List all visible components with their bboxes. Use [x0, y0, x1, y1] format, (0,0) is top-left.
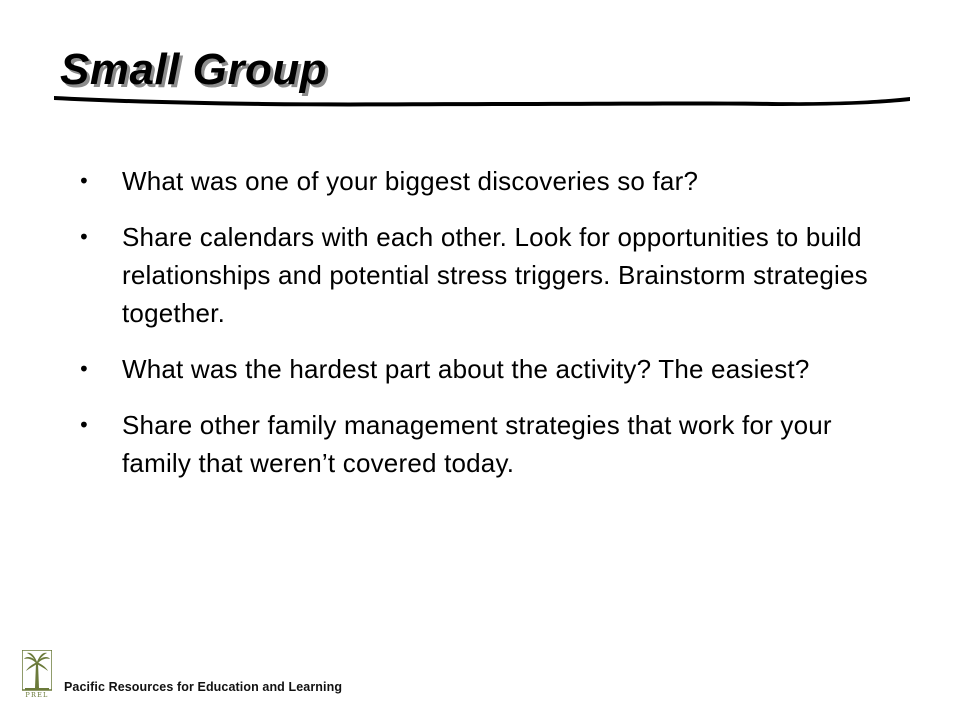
bullet-icon: •	[78, 413, 90, 437]
bullet-item	[78, 218, 898, 332]
bullet-icon: •	[78, 225, 90, 249]
logo-text: PREL	[25, 691, 49, 698]
bullet-icon: •	[78, 357, 90, 381]
bullet-list	[78, 162, 898, 500]
prel-logo-icon	[22, 650, 52, 698]
org-name: Pacific Resources for Education and Learning	[64, 680, 343, 694]
bullet-icon: •	[78, 169, 90, 193]
slide-title: Small Group	[60, 45, 328, 94]
title-underline	[52, 86, 912, 116]
bullet-item	[78, 350, 898, 388]
bullet-text: Share calendars with each other. Look for opportunities to build relationships and potential stress triggers. Brainstorm strategies together.	[122, 222, 868, 328]
bullet-text: Share other family management strategies that work for your family that weren’t covered today.	[122, 410, 832, 478]
bullet-text: What was one of your biggest discoveries so far?	[122, 166, 699, 196]
bullet-text: What was the hardest part about the activity? The easiest?	[122, 354, 810, 384]
bullet-item	[78, 162, 898, 200]
footer	[22, 648, 342, 698]
bullet-item	[78, 406, 898, 482]
